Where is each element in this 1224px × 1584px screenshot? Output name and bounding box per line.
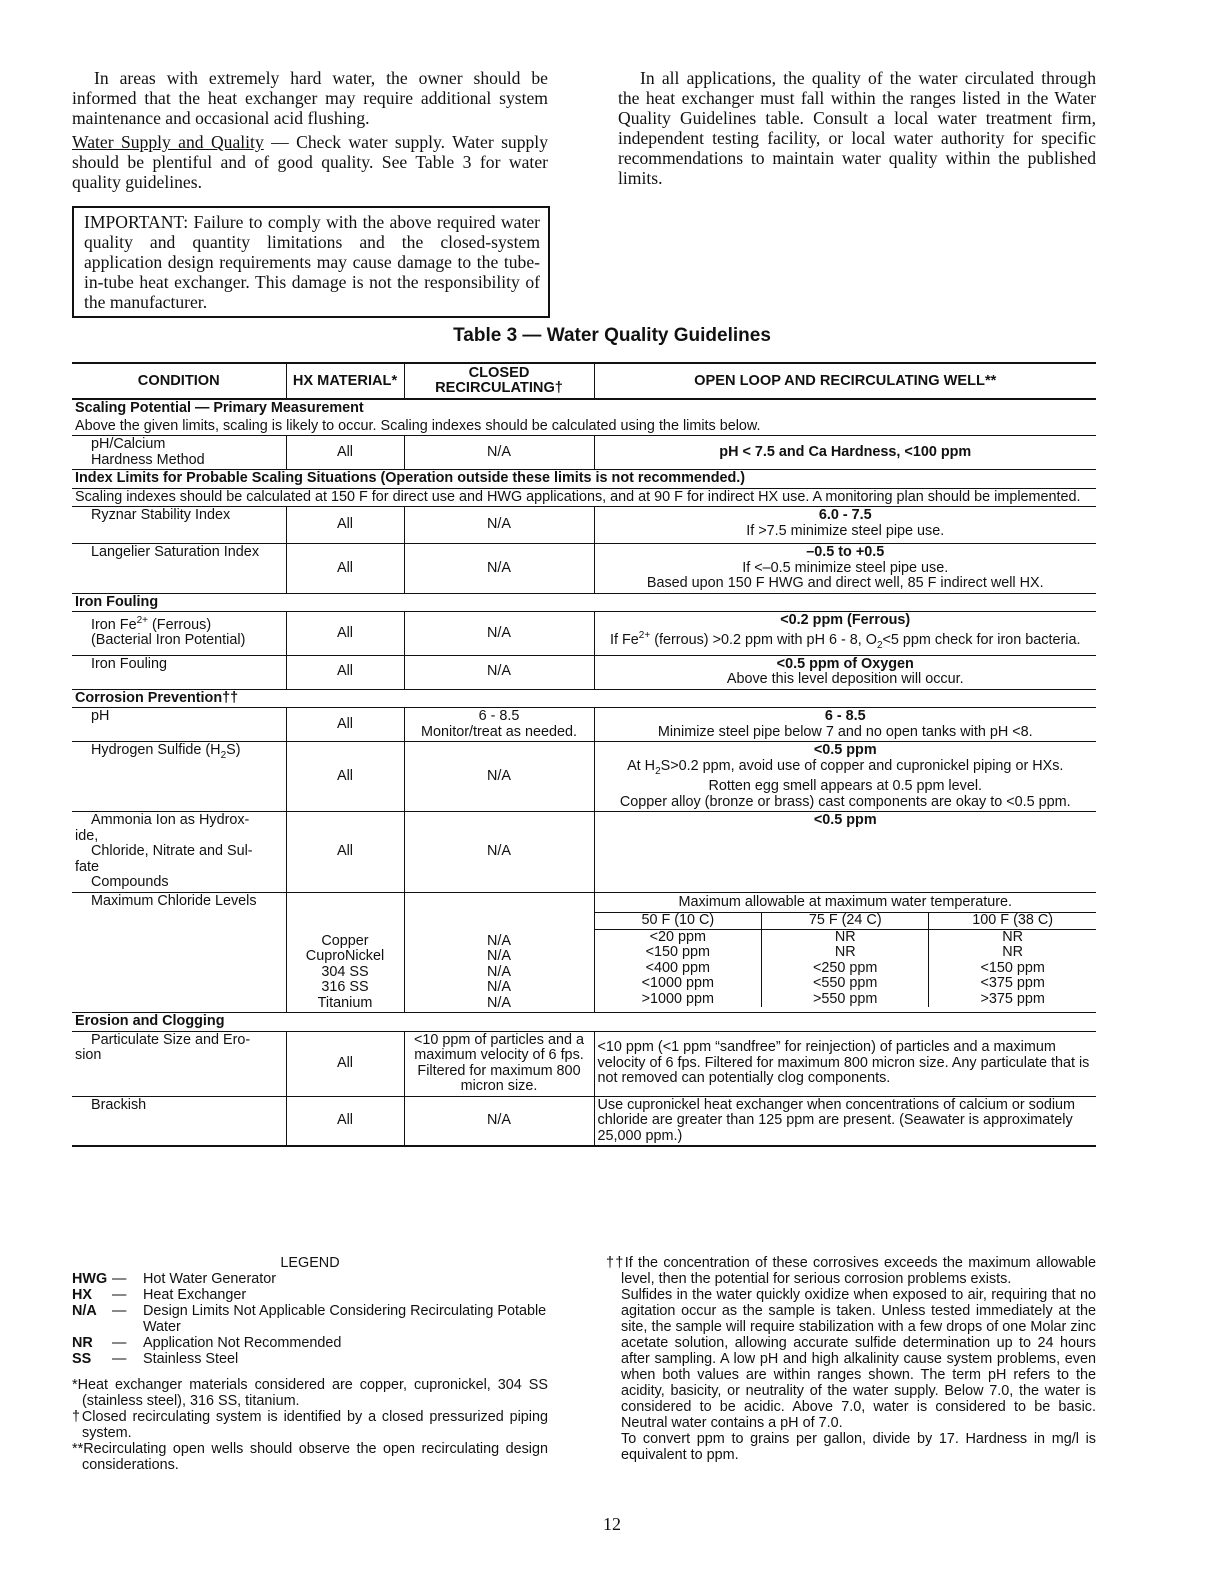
- cond-ammonia-2: ide,: [75, 827, 99, 844]
- cell-hx: All: [286, 1096, 404, 1146]
- cond-hydrogen-sulfide: Hydrogen Sulfide $(H_2S)$: [91, 742, 241, 762]
- hx-titanium: Titanium: [317, 994, 373, 1011]
- cond-langelier: Langelier Saturation Index: [91, 544, 260, 560]
- temp-75f: 75 F (24 C): [762, 913, 929, 930]
- section-corrosion: Corrosion Prevention††: [75, 689, 239, 706]
- chl-cell: <1000 ppm: [641, 975, 715, 992]
- cond-particulate-2: sion: [75, 1047, 102, 1064]
- cond-hardness-method: Hardness Method: [91, 451, 205, 468]
- page-number: 12: [603, 1514, 621, 1534]
- table-row: [72, 812, 1096, 893]
- water-supply-paragraph: [72, 132, 548, 192]
- intro-right-column: [618, 68, 1096, 188]
- cell-closed: N/A: [404, 544, 594, 594]
- table-row: [72, 892, 1096, 1013]
- cell-hx: All: [286, 708, 404, 742]
- ph-closed-note: Monitor/treat as needed.: [421, 723, 577, 740]
- hx-cupronickel: CuproNickel: [305, 948, 385, 965]
- table-row: [72, 544, 1096, 594]
- cond-ryznar: Ryznar Stability Index: [91, 507, 231, 523]
- ferrous-limit: <0.2 ppm (Ferrous): [780, 612, 911, 628]
- legend-dash: —: [112, 1287, 127, 1303]
- chloride-row-titanium: [595, 992, 1097, 1008]
- index-note: Scaling indexes should be calculated at 150 F for direct use and HWG applications, and at 90 F for indirect HX use. A monitoring plan should be implemented.: [75, 488, 1081, 505]
- cell-hx: All: [286, 655, 404, 689]
- table-row: [72, 1031, 1096, 1096]
- section-scaling: Scaling Potential — Primary Measurement: [75, 400, 364, 416]
- cond-chloride-nitrate: Chloride, Nitrate and Sul-: [91, 843, 253, 860]
- header-condition: CONDITION: [137, 372, 220, 389]
- legend-abbr: N/A: [72, 1303, 97, 1319]
- chl-cell: <150 ppm: [645, 944, 711, 961]
- h2s-copper-note: Copper alloy (bronze or brass) cast components are okay to <0.5 ppm.: [619, 793, 1071, 810]
- legend-item: [72, 1287, 548, 1303]
- cond-particulate: Particulate Size and Ero-: [91, 1031, 251, 1048]
- ferrous-note: If $Fe^{2+}$ (ferrous) >0.2 ppm with pH 6 - 8, $O_2<5$ ppm check for iron bacteria.: [610, 630, 1081, 652]
- cell-closed: N/A: [404, 436, 594, 470]
- legend-def: Application Not Recommended: [143, 1335, 342, 1351]
- footnote-hx-materials: *Heat exchanger materials considered are copper, cupronickel, 304 SS (stainless steel), 316 SS, titanium.: [72, 1377, 548, 1409]
- table-row: [72, 742, 1096, 812]
- cond-iron-fouling: Iron Fouling: [91, 655, 167, 672]
- cell-hx: All: [286, 812, 404, 893]
- hx-copper: Copper: [321, 932, 369, 949]
- ammonia-limit: <0.5 ppm: [594, 812, 1096, 893]
- cond-bacterial-iron: (Bacterial Iron Potential): [91, 632, 246, 649]
- chloride-row-304ss: [595, 961, 1097, 977]
- section-erosion: Erosion and Clogging: [75, 1013, 225, 1030]
- intro-right-paragraph: In all applications, the quality of the water circulated through the heat exchanger must fall within the ranges listed in the Water Quality Guidelines table. Consult a local water treatment firm, independent testing facility, or local water authority for specific recommendations to maintain water quality within the published limits.: [618, 68, 1096, 188]
- cell-closed: N/A: [404, 812, 594, 893]
- table-row: [72, 1096, 1096, 1146]
- closed-304ss: N/A: [487, 963, 511, 980]
- header-open: OPEN LOOP AND RECIRCULATING WELL**: [594, 363, 1096, 399]
- brackish-open: Use cupronickel heat exchanger when concentrations of calcium or sodium chloride are greater than 125 ppm are present. (Seawater is approximately 25,000 ppm.): [594, 1096, 1096, 1146]
- cell-hx: All: [286, 612, 404, 656]
- legend-dash: —: [112, 1271, 127, 1287]
- cell-hx: All: [286, 436, 404, 470]
- legend-abbr: SS: [72, 1351, 92, 1367]
- cell-hx: All: [286, 742, 404, 812]
- table-row: [72, 612, 1096, 656]
- langelier-note: If <–0.5 minimize steel pipe use.: [742, 559, 949, 576]
- header-hx-material: HX MATERIAL*: [286, 363, 404, 399]
- particulate-closed: <10 ppm of particles and a maximum velocity of 6 fps. Filtered for maximum 800 micron size.: [404, 1031, 594, 1096]
- table-notes: [606, 1255, 1096, 1463]
- chl-cell: <400 ppm: [645, 959, 711, 976]
- cond-ammonia: Ammonia Ion as Hydrox-: [91, 812, 250, 829]
- oxygen-limit: <0.5 ppm of Oxygen: [776, 655, 914, 672]
- closed-copper: N/A: [487, 932, 511, 949]
- chloride-note: Maximum allowable at maximum water temperature.: [678, 893, 1012, 910]
- legend-dash: —: [112, 1351, 127, 1367]
- legend-abbr: HX: [72, 1287, 92, 1303]
- section-index: Index Limits for Probable Scaling Situations (Operation outside these limits is not recommended.): [75, 470, 746, 486]
- important-notice: IMPORTANT: Failure to comply with the above required water quality and quantity limitations and the closed-system application design requirements may cause damage to the tube-in-tube heat exchanger. This damage is not the responsibility of the manufacturer.: [72, 206, 550, 318]
- cond-brackish: Brackish: [91, 1096, 147, 1113]
- chloride-subtable: [595, 912, 1097, 1007]
- cell-hx: All: [286, 507, 404, 544]
- langelier-basis: Based upon 150 F HWG and direct well, 85 F indirect well HX.: [646, 575, 1044, 591]
- intro-paragraph: In areas with extremely hard water, the owner should be informed that the heat exchanger may require additional system maintenance and occasional acid flushing.: [72, 68, 548, 128]
- chl-cell: NR: [929, 929, 1096, 945]
- chl-cell: <20 ppm: [649, 928, 707, 945]
- ryznar-note: If >7.5 minimize steel pipe use.: [746, 522, 945, 539]
- chloride-row-316ss: [595, 976, 1097, 992]
- chl-cell: <550 ppm: [762, 976, 929, 992]
- ph-open-note: Minimize steel pipe below 7 and no open tanks with pH <8.: [657, 723, 1033, 740]
- h2s-limit: <0.5 ppm: [813, 742, 877, 759]
- cond-sulfate: fate: [75, 858, 100, 875]
- chloride-row-cupronickel: [595, 945, 1097, 961]
- water-supply-heading: Water Supply and Quality: [72, 132, 264, 152]
- legend-item: [72, 1351, 548, 1367]
- water-supply-text: — Check water supply. Water supply should be plentiful and of good quality. See Table 3 for water quality guidelines.: [72, 132, 548, 192]
- legend-dash: —: [112, 1335, 127, 1351]
- table-title: Table 3 — Water Quality Guidelines: [453, 325, 771, 346]
- oxygen-note: Above this level deposition will occur.: [726, 671, 964, 688]
- table-row: [72, 655, 1096, 689]
- footnote-closed-system: †Closed recirculating system is identified by a closed pressurized piping system.: [72, 1409, 548, 1441]
- note-conversion: To convert ppm to grains per gallon, divide by 17. Hardness in mg/l is equivalent to ppm.: [621, 1431, 1096, 1463]
- ph-closed-range: 6 - 8.5: [478, 708, 520, 725]
- cell-closed: N/A: [404, 612, 594, 656]
- closed-titanium: N/A: [487, 994, 511, 1011]
- hx-304ss: 304 SS: [321, 963, 369, 980]
- cell-hx: All: [286, 1031, 404, 1096]
- legend-item: [72, 1271, 548, 1287]
- temp-100f: 100 F (38 C): [929, 913, 1096, 930]
- legend-title: LEGEND: [280, 1255, 340, 1271]
- ph-open-range: 6 - 8.5: [824, 708, 866, 725]
- note-sulfides: Sulfides in the water quickly oxidize when exposed to air, requiring that no agitation occur as the sample is taken. Unless tested immediately at the site, the sample will require stabilization with a few drops of one Molar zinc acetate solution, allowing accurate sulfide determination up to 24 hours after sampling. A low pH and high alkalinity cause system problems, even when both values are within ranges shown. The term pH refers to the acidity, basicity, or neutrality of the water supply. Below 7.0, the water is considered to be acidic. Above 7.0, water is considered to be basic. Neutral water contains a pH of 7.0.: [621, 1287, 1096, 1431]
- legend-def: Hot Water Generator: [143, 1271, 277, 1287]
- note-corrosives: ††If the concentration of these corrosives exceeds the maximum allowable level, then the potential for serious corrosion problems exists.: [606, 1255, 1096, 1287]
- chl-cell: <150 ppm: [929, 961, 1096, 977]
- table-row: [72, 436, 1096, 470]
- cond-ph: pH: [91, 708, 110, 725]
- table-row: [72, 507, 1096, 544]
- cond-compounds: Compounds: [91, 874, 169, 891]
- legend-dash: —: [112, 1303, 127, 1319]
- ryznar-range: 6.0 - 7.5: [818, 507, 872, 523]
- langelier-range: –0.5 to +0.5: [806, 544, 885, 560]
- table-header-row: [72, 363, 1096, 399]
- header-closed: CLOSED RECIRCULATING†: [404, 363, 594, 399]
- hx-316ss: 316 SS: [321, 979, 369, 996]
- legend-abbr: HWG: [72, 1271, 108, 1287]
- water-quality-table: [72, 362, 1096, 1147]
- table-row: [72, 708, 1096, 742]
- chl-cell: >1000 ppm: [641, 990, 715, 1007]
- cell-closed: N/A: [404, 1096, 594, 1146]
- chl-cell: <375 ppm: [929, 976, 1096, 992]
- cond-max-chloride: Maximum Chloride Levels: [91, 892, 257, 909]
- closed-316ss: N/A: [487, 979, 511, 996]
- chloride-row-copper: [595, 929, 1097, 945]
- scaling-note: Above the given limits, scaling is likely to occur. Scaling indexes should be calculated using the limits below.: [75, 417, 761, 434]
- chl-cell: >375 ppm: [929, 992, 1096, 1008]
- temp-50f: 50 F (10 C): [641, 912, 715, 929]
- cell-closed: N/A: [404, 742, 594, 812]
- chl-cell: NR: [762, 945, 929, 961]
- particulate-open: <10 ppm (<1 ppm “sandfree” for reinjection) of particles and a maximum velocity of 6 fps. Filtered for maximum 800 micron size. Any particulate that is not removed can potentially clog components.: [594, 1031, 1096, 1096]
- chl-cell: <250 ppm: [762, 961, 929, 977]
- section-iron-fouling: Iron Fouling: [75, 593, 159, 610]
- legend-abbr: NR: [72, 1335, 93, 1351]
- h2s-note: At $H_2S>0.2$ ppm, avoid use of copper and cupronickel piping or HXs.: [627, 757, 1064, 777]
- legend-def: Heat Exchanger: [143, 1287, 247, 1303]
- legend: [72, 1255, 548, 1473]
- legend-def: Stainless Steel: [143, 1351, 239, 1367]
- cond-iron-fe: Iron $Fe^{2+}$ (Ferrous): [91, 615, 212, 633]
- cond-ph-calcium: pH/Calcium: [91, 436, 166, 452]
- legend-def: Design Limits Not Applicable Considering Recirculating Potable Water: [143, 1303, 547, 1335]
- h2s-smell-note: Rotten egg smell appears at 0.5 ppm level.: [708, 778, 983, 795]
- cell-hx: All: [286, 544, 404, 594]
- closed-cupronickel: N/A: [487, 948, 511, 965]
- intro-left-column: [72, 68, 548, 192]
- chl-cell: NR: [929, 945, 1096, 961]
- chl-cell: >550 ppm: [762, 992, 929, 1008]
- legend-item: [72, 1335, 548, 1351]
- cell-open: pH < 7.5 and Ca Hardness, <100 ppm: [594, 436, 1096, 470]
- legend-item: [72, 1303, 548, 1335]
- chl-cell: NR: [762, 929, 929, 945]
- cell-closed: N/A: [404, 507, 594, 544]
- cell-closed: N/A: [404, 655, 594, 689]
- footnote-open-wells: **Recirculating open wells should observe the open recirculating design considerations.: [72, 1441, 548, 1473]
